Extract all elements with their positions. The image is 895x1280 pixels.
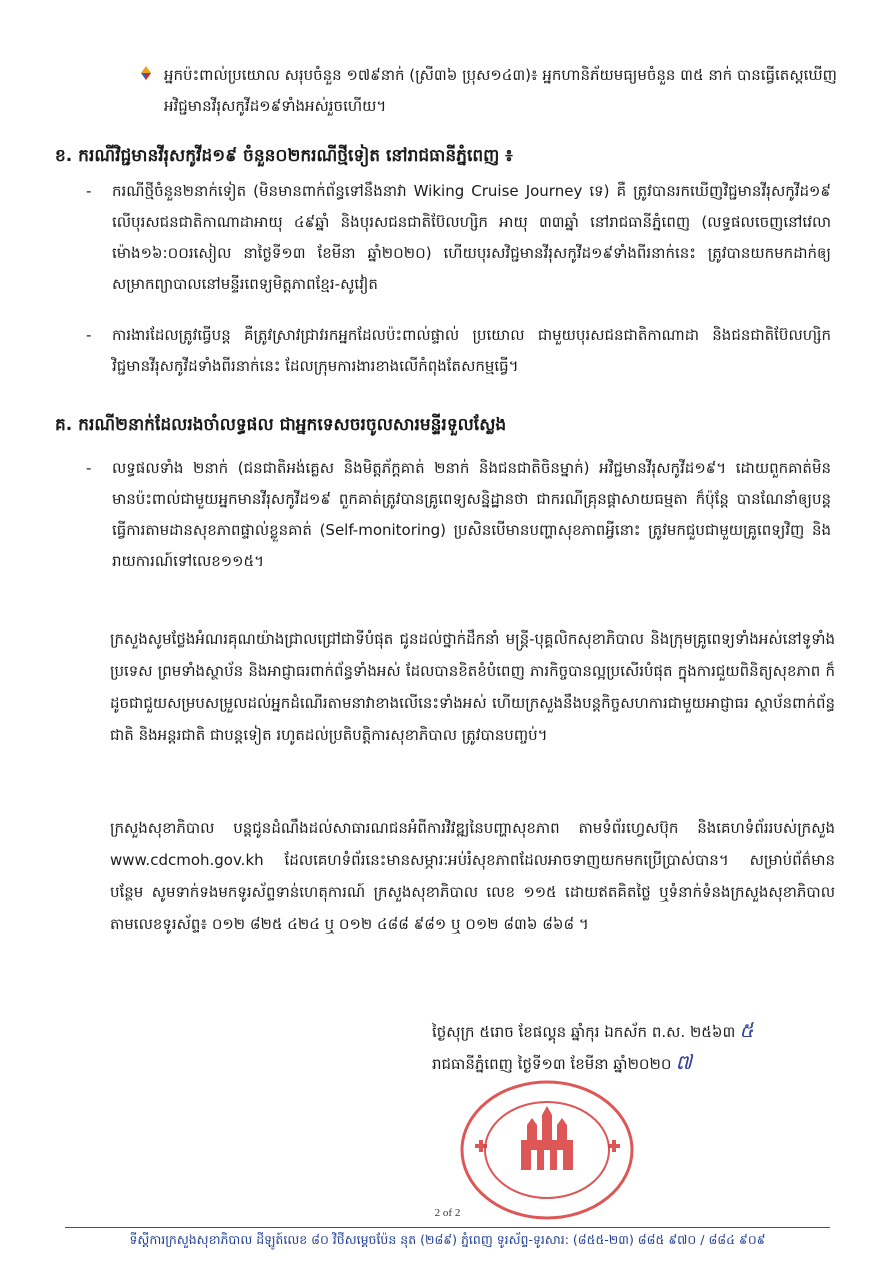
info-paragraph (110, 812, 835, 940)
top-bullet (140, 60, 840, 122)
solar-date-handwritten: ៧ (675, 1050, 692, 1074)
list-item-text: ការងារដែលត្រូវធ្វើបន្ត គឺត្រូវស្រាវជ្រាវរកអ្នកដែលប៉ះពាល់ផ្ទាល់ ប្រយោល ជាមួយបុរសជនជាតិកាណាដា និងជនជាតិប៊ែលហ្សិក វិជ្ជមានវីរុសកូវីដទាំងពីរនាក់នេះ ដែលក្រុមការងារខាងលើកំពុងតែសកម្មធ្វើ។ (112, 326, 831, 375)
bullet-arrow-icon (140, 66, 152, 80)
lunar-date-text: ថ្ងៃសុក្រ ៥រោច ខែផល្គុន ឆ្នាំកុរ ឯកស័ក ព.ស. ២៥៦៣ (432, 1023, 736, 1041)
paragraph-text: ក្រសួងសុខាភិបាល បន្តជូនដំណឹងដល់សាធារណជនអំពីការវិវឌ្ឍនៃបញ្ហាសុខភាព តាមទំព័រហ្វេសប៊ុក និងគេហទំព័ររបស់ក្រសួង www.cdcmoh.gov.kh ដែលគេហទំព័រនេះមានសម្ភារៈអប់រំសុខភាពដែលអាចទាញយកមកប្រើប្រាស់បាន។ សម្រាប់ព័ត៌មានបន្ថែម សូមទាក់ទងមកទូរស័ព្ទទាន់ហេតុការណ៍ ក្រសួងសុខាភិបាល លេខ ១១៥ ដោយឥតគិតថ្លៃ ឬទំនាក់ទំនងក្រសួងសុខាភិបាល តាមលេខទូរស័ព្ទ៖ ០១២ ៨២៥ ៤២៤ ឬ ០១២ ៤៨៨ ៩៨១ ឬ ០១២ ៨៣៦ ៨៦៨ ។ (110, 819, 835, 933)
page-number: 2 of 2 (434, 1207, 461, 1219)
footer-address: ទីស្តីការក្រសួងសុខាភិបាល ដីឡូត៍លេខ ៨០ វិថីសម្ដេចប៉ែន នុត (២៨៩) ភ្នំពេញ ទូរស័ព្ទ-ទូរសារ: (៨៥៥-២៣) ៨៨៥ ៩៧០ / ៨៨៤ ៩០៩ (129, 1232, 766, 1247)
list-item (86, 320, 831, 382)
footer-divider (65, 1227, 830, 1228)
section-c-heading: គ. ករណី២នាក់ដែលរងចាំលទ្ធផល ជាអ្នកទេសចរចូលសារមន្ទីរទួលស្លែង (55, 415, 507, 435)
section-b-heading: ខ. ករណីវិជ្ជមានវីរុសកូវីដ១៩ ចំនួន០២ករណីថ្មីទៀត នៅរាជធានីភ្នំពេញ ៖ (55, 146, 513, 166)
list-item (86, 176, 831, 300)
ministry-seal-icon (455, 1070, 640, 1220)
lunar-date-handwritten: ៥ (739, 1018, 754, 1042)
top-bullet-text: អ្នកប៉ះពាល់ប្រយោល សរុបចំនួន ១៧៩នាក់ (ស្រី៣៦ ប្រុស១៤៣)៖ អ្នកហានិភ័យមធ្យមចំនួន ៣៥ នាក់ បានធ្វើតេស្តឃើញអវិជ្ជមានវីរុសកូវីដ១៩ទាំងអស់រួចហើយ។ (164, 66, 837, 115)
dash-marker: - (86, 459, 92, 477)
solar-date-text: រាជធានីភ្នំពេញ ថ្ងៃទី១៣ ខែមីនា ឆ្នាំ២០២០ (432, 1055, 672, 1073)
paragraph-text: ក្រសួងសូមថ្លែងអំណរគុណយ៉ាងជ្រាលជ្រៅជាទីបំផុត ជូនដល់ថ្នាក់ដឹកនាំ មន្ត្រី-បុគ្គលិកសុខាភិបាល និងក្រុមគ្រូពេទ្យទាំងអស់នៅទូទាំងប្រទេស ព្រមទាំងស្ថាប័ន និងអាជ្ញាធរពាក់ព័ន្ធទាំងអស់ ដែលបានខិតខំបំពេញ ភារកិច្ចបានល្អប្រសើរបំផុត ក្នុងការជួយពិនិត្យសុខភាព ក៏ដូចជាជួយសម្របសម្រួលដល់អ្នកដំណើរតាមនាវាខាងលើនេះទាំងអស់ ហើយក្រសួងនឹងបន្តកិច្ចសហការជាមួយអាជ្ញាធរ ស្ថាប័នពាក់ព័ន្ធជាតិ និងអន្តរជាតិ ជាបន្តទៀត រហូតដល់ប្រតិបត្តិការសុខាភិបាល ត្រូវបានបញ្ចប់។ (110, 630, 835, 744)
list-item (86, 453, 831, 577)
lunar-date (432, 1015, 852, 1047)
dash-marker: - (86, 326, 92, 344)
list-item-text: លទ្ធផលទាំង ២នាក់ (ជនជាតិអង់គ្លេស និងមិត្តភ័ក្តគាត់ ២នាក់ និងជនជាតិចិនម្នាក់) អវិជ្ជមានវីរុសកូវីដ១៩។ ដោយពួកគាត់មិនមានប៉ះពាល់ជាមួយអ្នកមានវីរុសកូវីដ១៩ ពួកគាត់ត្រូវបានគ្រូពេទ្យសន្និដ្ឋានថា ជាករណីគ្រុនផ្តាសាយធម្មតា ក៏ប៉ុន្តែ បានណែនាំឲ្យបន្តធ្វើការតាមដានសុខភាពផ្ទាល់ខ្លួនគាត់ (Self-monitoring) ប្រសិនបើមានបញ្ហាសុខភាពអ្វីនោះ ត្រូវមកជួបជាមួយគ្រូពេទ្យវិញ និងរាយការណ៍ទៅលេខ១១៥។ (112, 459, 831, 570)
list-item-text: ករណីថ្មីចំនួន២នាក់ទៀត (មិនមានពាក់ព័ន្ធទៅនឹងនាវា Wiking Cruise Journey ទេ) គឺ ត្រូវបានរកឃើញវិជ្ជមានវីរុសកូវីដ១៩ លើបុរសជនជាតិកាណាដាអាយុ ៤៩ឆ្នាំ និងបុរសជនជាតិប៊ែលហ្សិក អាយុ ៣៣ឆ្នាំ នៅរាជធានីភ្នំពេញ (លទ្ធផលចេញនៅវេលាម៉ោង១៦:០០រសៀល នាថ្ងៃទី១៣ ខែមីនា ឆ្នាំ២០២០) ហើយបុរសវិជ្ជមានវីរុសកូវីដ១៩ទាំងពីរនាក់នេះ ត្រូវបានយកមកដាក់ឲ្យសម្រាកព្យាបាលនៅមន្ទីរពេទ្យមិត្តភាពខ្មែរ-សូវៀត (112, 182, 831, 293)
dash-marker: - (86, 182, 92, 200)
thanks-paragraph (110, 623, 835, 751)
